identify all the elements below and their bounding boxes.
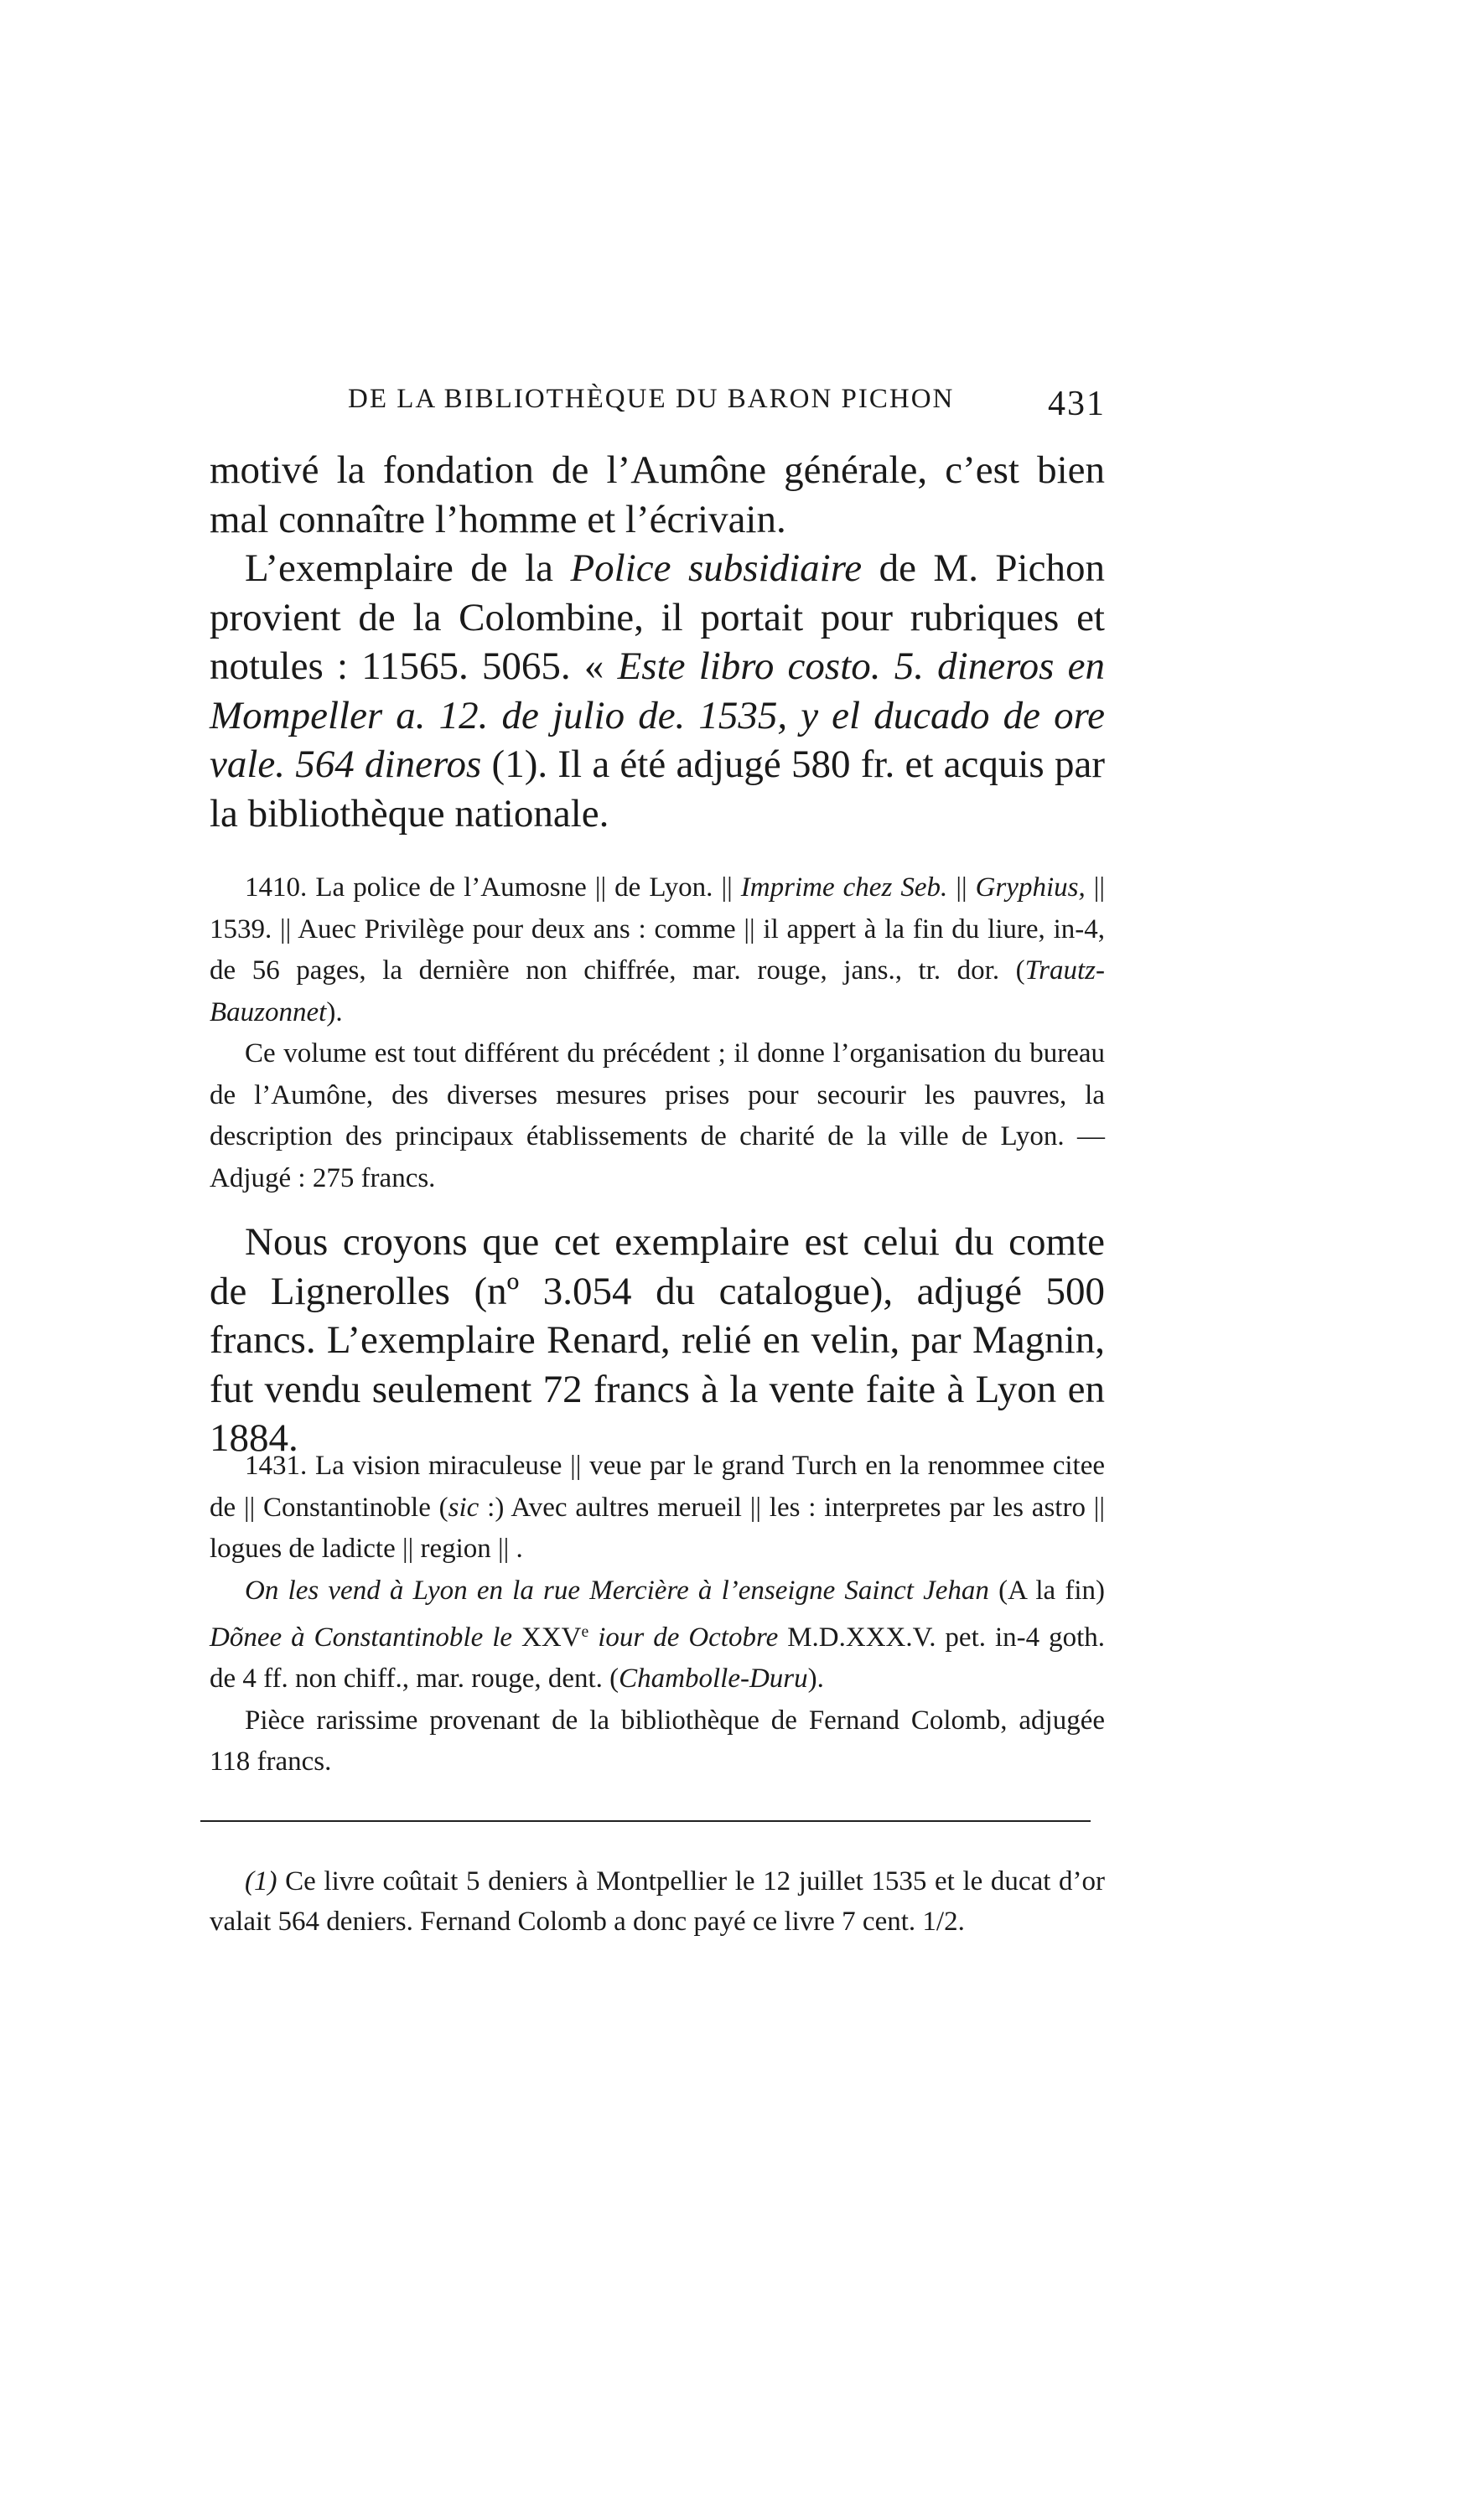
text-run: :) Avec aultres merueil || les : interpretes par les astro || logues de ladicte || region || . <box>210 1492 1105 1564</box>
binder-italic: Trautz-Bauzonnet <box>210 955 1105 1027</box>
text-run: XXV <box>512 1622 582 1653</box>
italic-run: Dõnee à Constantinoble le <box>210 1622 513 1653</box>
text-run: ). <box>807 1664 824 1695</box>
italic-run: sic <box>448 1492 479 1523</box>
catalogue-entry-1410 <box>210 867 1105 1199</box>
text-run: || 1539. || Auec Privilège pour deux ans : comme || il appert à la fin du liure, in-4, de 56 pages, la dernière non chiffrée, mar. rouge, jans., tr. dor. ( <box>210 872 1106 986</box>
entry-imprint <box>210 1570 1105 1700</box>
text-run: de M. Pichon provient de la Colombine, il portait pour rubriques et notules : 11565. 5065. « <box>210 546 1105 688</box>
text-run: (A la fin) <box>988 1575 1105 1606</box>
entry-description <box>210 1446 1105 1570</box>
catalogue-entry-1431 <box>210 1446 1105 1783</box>
binder-italic: Chambolle-Duru <box>619 1664 808 1695</box>
text-run: || <box>947 872 976 903</box>
italic-run: iour de Octobre <box>598 1622 779 1653</box>
title-italic: Police subsidiaire <box>570 546 863 590</box>
footnote-text <box>210 1861 1105 1942</box>
paragraph-police-subsidiaire <box>210 544 1105 838</box>
text-run: L’exemplaire de la <box>245 546 571 590</box>
text-run: M.D.XXX.V. pet. in-4 goth. de 4 ff. non chiff., mar. rouge, dent. ( <box>210 1622 1106 1695</box>
main-text-middle <box>210 1218 1105 1463</box>
text-run: Ce livre coûtait 5 deniers à Montpellier le 12 juillet 1535 et le ducat d’or valait 564 deniers. Fernand Colomb a donc payé ce livre 7 cent. 1/2. <box>210 1866 1105 1937</box>
footnote-separator <box>200 1820 1091 1822</box>
paragraph-lignerolles: Nous croyons que cet exemplaire est celui du comte de Lignerolles (nº 3.054 du catalogue), adjugé 500 francs. L’exemplaire Renard, relié en velin, par Magnin, fut vendu seulement 72 francs à la vente faite à Lyon en 1884. <box>210 1220 1105 1460</box>
entry-description <box>210 867 1105 1033</box>
text-run <box>588 1622 598 1653</box>
main-text-top <box>210 446 1105 838</box>
page-number: 431 <box>1048 385 1106 423</box>
footnote <box>210 1861 1105 1942</box>
superscript: e <box>581 1622 589 1641</box>
footnote-marker: (1) <box>245 1866 277 1896</box>
entry-note: Pièce rarissime provenant de la bibliothèque de Fernand Colomb, adjugée 118 francs. <box>210 1705 1105 1777</box>
text-run: ). <box>326 996 343 1027</box>
text-run: (1). Il a été adjugé 580 fr. et acquis par la bibliothèque nationale. <box>210 743 1105 836</box>
italic-run: On les vend à Lyon en la rue Mercière à l’enseigne Sainct Jehan <box>245 1575 989 1606</box>
text-run: 1410. La police de l’Aumosne || de Lyon. || <box>245 872 741 903</box>
italic-run: Gryphius, <box>975 872 1086 903</box>
text-run: 1431. La vision miraculeuse || veue par le grand Turch en la renommee citee de || Constantinoble ( <box>210 1451 1105 1523</box>
entry-note: Ce volume est tout différent du précédent ; il donne l’organisation du bureau de l’Aumône, des diverses mesures prises pour secourir les pauvres, la description des principaux établissements de charité de la ville de Lyon. — Adjugé : 275 francs. <box>210 1038 1105 1193</box>
italic-run: Imprime chez Seb. <box>740 872 948 903</box>
paragraph-continuation: motivé la fondation de l’Aumône générale, c’est bien mal connaître l’homme et l’écrivain. <box>210 448 1105 541</box>
quote-italic: Este libro costo. 5. dineros en Mompeller a. 12. de julio de. 1535, y el ducado de ore vale. 564 dineros <box>210 644 1105 786</box>
running-header: DE LA BIBLIOTHÈQUE DU BARON PICHON <box>348 384 955 414</box>
